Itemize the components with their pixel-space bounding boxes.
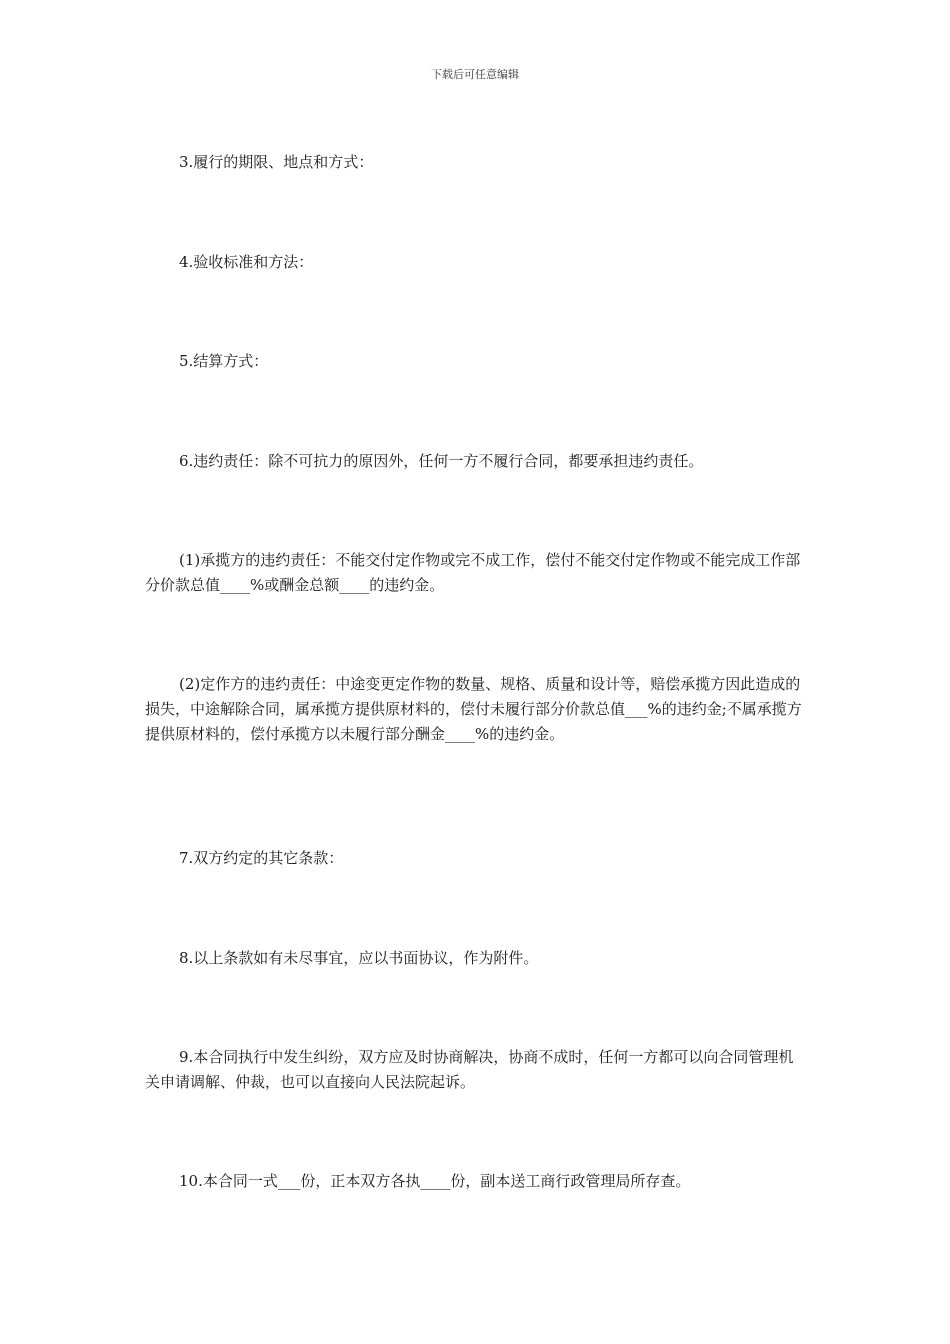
clause-6-1: (1)承揽方的违约责任：不能交付定作物或完不成工作，偿付不能交付定作物或不能完成工作部分价款总值____%或酬金总额____的违约金。 [145, 551, 801, 594]
clause-6: 6.违约责任：除不可抗力的原因外，任何一方不履行合同，都要承担违约责任。 [179, 452, 704, 470]
clause-7: 7.双方约定的其它条款： [179, 849, 344, 867]
clause-5: 5.结算方式： [179, 352, 269, 370]
page-header: 下载后可任意编辑 [431, 68, 519, 81]
clause-3: 3.履行的期限、地点和方式： [179, 153, 374, 171]
clause-4: 4.验收标准和方法： [179, 253, 314, 271]
clause-9: 9.本合同执行中发生纠纷，双方应及时协商解决，协商不成时，任何一方都可以向合同管理机关申请调解、仲裁，也可以直接向人民法院起诉。 [145, 1048, 794, 1091]
clause-8: 8.以上条款如有未尽事宜，应以书面协议，作为附件。 [179, 949, 539, 967]
clause-6-2: (2)定作方的违约责任：中途变更定作物的数量、规格、质量和设计等，赔偿承揽方因此造成的损失，中途解除合同，属承揽方提供原材料的，偿付未履行部分价款总值___%的违约金;不属承揽方提供原材料的，偿付承揽方以未履行部分酬金____%的违约金。 [145, 675, 802, 743]
clause-10: 10.本合同一式___份，正本双方各执____份，副本送工商行政管理局所存查。 [179, 1172, 691, 1190]
